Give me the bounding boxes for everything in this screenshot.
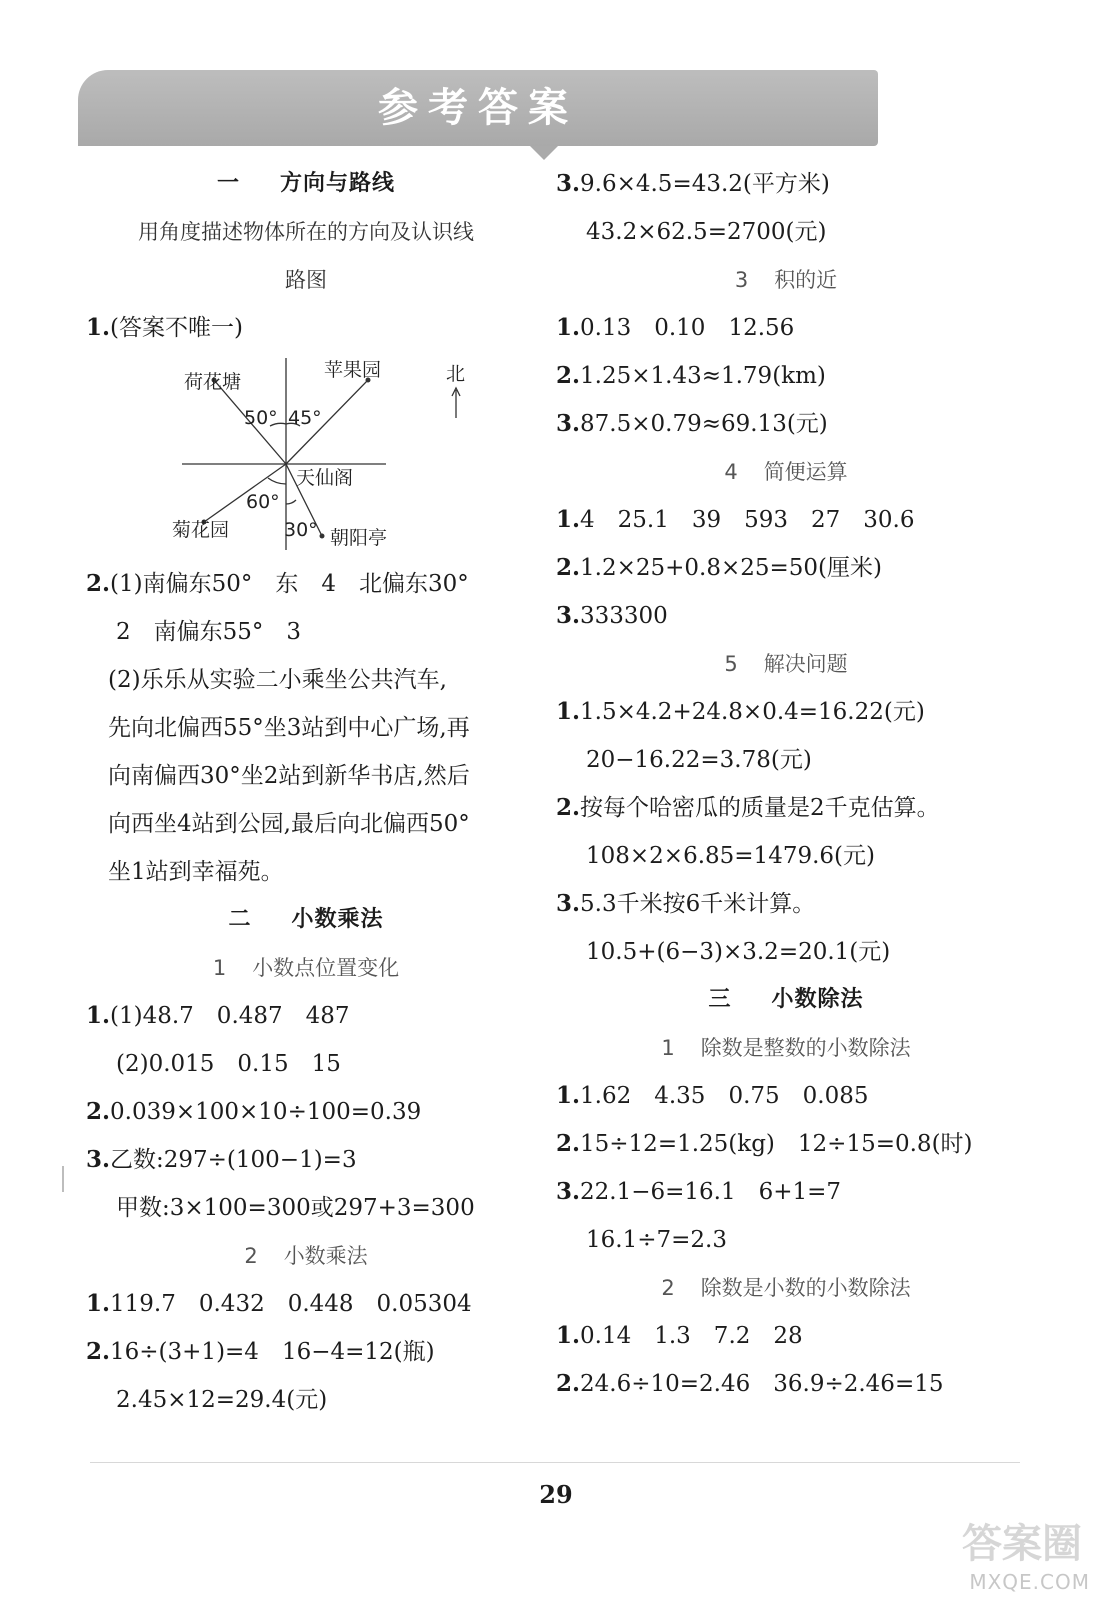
answer-number: 1. — [556, 506, 581, 533]
arc-30 — [286, 500, 296, 504]
section-number: 1 — [212, 956, 227, 980]
answer-2-line-6: 向西坐4站到公园,最后向北偏西50° — [108, 811, 470, 837]
answer-2 — [86, 560, 526, 608]
unit-1-heading — [86, 160, 526, 208]
lesson-title-line-2: 路图 — [285, 268, 327, 292]
watermark-text: MXQE.COM — [969, 1570, 1090, 1594]
answer-1-line-2: (2)0.015 0.15 15 — [116, 1051, 341, 1077]
watermark-glyphs: 答案圈 — [962, 1521, 1082, 1567]
section-heading — [86, 1232, 526, 1280]
answer-1 — [86, 1280, 526, 1328]
section-title: 解决问题 — [763, 652, 848, 676]
answer-text: 1.5×4.2+24.8×0.4=16.22(元) — [580, 699, 925, 725]
section-heading — [556, 448, 1016, 496]
answer-text: 5.3千米按6千米计算。 — [580, 891, 816, 917]
answer-number: 1. — [86, 314, 111, 341]
answer-text: 按每个哈密瓜的质量是2千克估算。 — [580, 795, 940, 821]
answer-number: 3. — [556, 602, 581, 629]
label-lotus-pond: 荷花塘 — [184, 371, 242, 393]
answer-1 — [86, 304, 526, 352]
answer-text: (1)南偏东50° 东 4 北偏东30° — [110, 571, 469, 597]
answer-2 — [556, 352, 1016, 400]
answer-1 — [556, 1072, 1016, 1120]
answer-2-line-3: (2)乐乐从实验二小乘坐公共汽车, — [108, 667, 447, 693]
answer-3 — [556, 592, 1016, 640]
section-title: 积的近 — [774, 268, 838, 292]
answer-text: 22.1−6=16.1 6+1=7 — [580, 1179, 842, 1205]
page-title: 参考答案 — [378, 85, 578, 131]
answer-2 — [556, 1360, 1016, 1408]
unit-1-number: 一 — [216, 171, 240, 196]
answer-number: 3. — [556, 170, 581, 197]
unit-2-title: 小数乘法 — [291, 907, 384, 932]
route-diagram — [86, 354, 526, 554]
label-apple-orchard: 苹果园 — [324, 359, 382, 381]
footer-divider — [90, 1462, 1020, 1463]
answer-3 — [86, 1136, 526, 1184]
answer-number: 3. — [556, 1178, 581, 1205]
right-column — [556, 160, 1016, 1408]
answer-text: 16÷(3+1)=4 16−4=12(瓶) — [110, 1339, 435, 1365]
arc-60 — [268, 478, 286, 484]
answer-number: 2. — [556, 1370, 581, 1397]
answer-text: 0.14 1.3 7.2 28 — [580, 1323, 803, 1349]
answer-2-line-4: 先向北偏西55°坐3站到中心广场,再 — [108, 715, 470, 741]
answer-text: 24.6÷10=2.46 36.9÷2.46=15 — [580, 1371, 944, 1397]
angle-45: 45° — [288, 407, 322, 429]
section-title: 简便运算 — [763, 460, 848, 484]
left-column — [86, 160, 526, 1424]
section-number: 1 — [661, 1036, 675, 1060]
section-heading — [556, 256, 1016, 304]
section-title: 小数点位置变化 — [252, 956, 400, 980]
answer-2-line-2: 108×2×6.85=1479.6(元) — [586, 843, 875, 869]
answer-text: 119.7 0.432 0.448 0.05304 — [110, 1291, 472, 1317]
answer-3 — [556, 160, 1016, 208]
section-heading — [556, 1264, 1016, 1312]
answer-1 — [556, 496, 1016, 544]
answer-number: 2. — [86, 1098, 111, 1125]
label-north: 北 — [446, 363, 466, 385]
answer-number: 2. — [86, 1338, 111, 1365]
answer-number: 1. — [556, 698, 581, 725]
section-title: 小数乘法 — [283, 1244, 368, 1268]
label-chrysanthemum-garden: 菊花园 — [172, 519, 230, 541]
unit-1-title: 方向与路线 — [280, 171, 396, 196]
answer-text: 1.25×1.43≈1.79(km) — [580, 363, 826, 389]
answer-number: 1. — [556, 1322, 581, 1349]
answer-3 — [556, 400, 1016, 448]
section-heading — [556, 640, 1016, 688]
lesson-title-line-1: 用角度描述物体所在的方向及认识线 — [138, 220, 474, 244]
answer-number: 1. — [556, 314, 581, 341]
answer-2-line-5: 向南偏西30°坐2站到新华书店,然后 — [108, 763, 470, 789]
section-title: 除数是整数的小数除法 — [700, 1036, 911, 1060]
answer-2 — [86, 1328, 526, 1376]
answer-3-line-2: 甲数:3×100=300或297+3=300 — [116, 1195, 475, 1221]
answer-1 — [86, 992, 526, 1040]
answer-number: 1. — [556, 1082, 581, 1109]
answer-2-line-2: 2 南偏东55° 3 — [116, 619, 302, 645]
answer-2-line-7: 坐1站到幸福苑。 — [108, 859, 284, 885]
answer-text: (1)48.7 0.487 487 — [110, 1003, 350, 1029]
answer-2 — [556, 784, 1016, 832]
answer-3-line-2: 43.2×62.5=2700(元) — [586, 219, 827, 245]
chaoyang-pavilion-point — [320, 534, 325, 539]
answer-number: 1. — [86, 1290, 111, 1317]
watermark-logo — [900, 1508, 1100, 1598]
section-number: 2 — [661, 1276, 675, 1300]
answer-3 — [556, 1168, 1016, 1216]
answer-number: 3. — [556, 890, 581, 917]
answer-3 — [556, 880, 1016, 928]
angle-60: 60° — [246, 491, 280, 513]
unit-2-heading — [86, 896, 526, 944]
answer-number: 2. — [556, 554, 581, 581]
header-banner-notch — [530, 146, 558, 160]
answer-2 — [556, 1120, 1016, 1168]
answer-text: 87.5×0.79≈69.13(元) — [580, 411, 828, 437]
answer-3-line-2: 10.5+(6−3)×3.2=20.1(元) — [586, 939, 891, 965]
answer-text: 15÷12=1.25(kg) 12÷15=0.8(时) — [580, 1131, 973, 1157]
answer-2-line-2: 2.45×12=29.4(元) — [116, 1387, 328, 1413]
answer-text: 乙数:297÷(100−1)=3 — [110, 1147, 357, 1173]
answer-text: 4 25.1 39 593 27 30.6 — [580, 507, 915, 533]
label-chaoyang-pavilion: 朝阳亭 — [330, 527, 388, 549]
answer-text: 333300 — [580, 603, 668, 629]
answer-1 — [556, 304, 1016, 352]
section-number: 4 — [724, 460, 738, 484]
answer-number: 2. — [556, 794, 581, 821]
unit-3-number: 三 — [708, 987, 732, 1012]
section-heading — [556, 1024, 1016, 1072]
unit-2-number: 二 — [228, 907, 252, 932]
answer-text: 0.13 0.10 12.56 — [580, 315, 795, 341]
answer-text: 1.2×25+0.8×25=50(厘米) — [580, 555, 883, 581]
label-tianxian-pavilion: 天仙阁 — [296, 467, 354, 489]
page-number: 29 — [539, 1480, 573, 1509]
answer-text: (答案不唯一) — [110, 315, 243, 341]
answer-number: 2. — [556, 362, 581, 389]
section-number: 2 — [244, 1244, 258, 1268]
section-title: 除数是小数的小数除法 — [700, 1276, 911, 1300]
answer-number: 2. — [556, 1130, 581, 1157]
angle-30: 30° — [284, 519, 318, 541]
answer-number: 2. — [86, 570, 111, 597]
route-diagram-svg — [86, 354, 526, 554]
angle-50: 50° — [244, 407, 278, 429]
answer-text: 1.62 4.35 0.75 0.085 — [580, 1083, 869, 1109]
unit-3-heading — [556, 976, 1016, 1024]
answer-1 — [556, 688, 1016, 736]
answer-1-line-2: 20−16.22=3.78(元) — [586, 747, 812, 773]
answer-2 — [556, 544, 1016, 592]
answer-number: 1. — [86, 1002, 111, 1029]
answer-text: 9.6×4.5=43.2(平方米) — [580, 171, 830, 197]
answer-1 — [556, 1312, 1016, 1360]
edge-mark — [62, 1166, 64, 1192]
answer-number: 3. — [556, 410, 581, 437]
answer-number: 3. — [86, 1146, 111, 1173]
answer-3-line-2: 16.1÷7=2.3 — [586, 1227, 727, 1253]
section-number: 5 — [724, 652, 738, 676]
unit-3-title: 小数除法 — [771, 987, 864, 1012]
answer-2 — [86, 1088, 526, 1136]
section-number: 3 — [734, 268, 749, 292]
answer-text: 0.039×100×10÷100=0.39 — [110, 1099, 422, 1125]
section-heading — [86, 944, 526, 992]
